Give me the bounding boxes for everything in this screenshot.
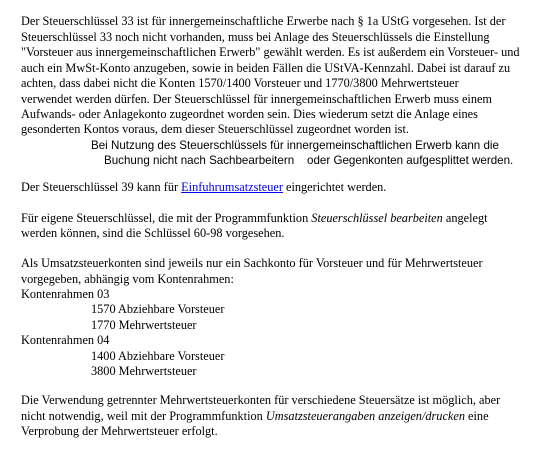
para1-line6: verwendet werden dürfen. Der Steuerschlüssel für innergemeinschaftlichen Erwerb muss einem [21,92,492,106]
para1-line8: gesonderten Kontos voraus, dem dieser Steuerschlüssel zugeordnet worden ist. [21,122,409,136]
para5-line2 [21,409,489,424]
einfuhrumsatzsteuer-link[interactable]: Einfuhrumsatzsteuer [181,180,283,194]
para1-line3: "Vorsteuer aus innergemeinschaftlichen Erwerb" gewählt werden. Es ist außerdem ein Vorsteuer- und [21,45,520,59]
para5-text-after: eine [464,409,489,423]
para1-line2: Steuerschlüssel 33 noch nicht vorhanden, muss bei Anlage des Steuerschlüssels die Einstellung [21,30,490,44]
para3-line1 [21,211,488,226]
para2-text-after: eingerichtet werden. [282,180,387,194]
note-line1: Bei Nutzung des Steuerschlüssels für innergemeinschaftlichen Erwerb kann die [91,139,499,152]
para2 [21,180,386,195]
kontenrahmen-04-mehrwertsteuer: 3800 Mehrwertsteuer [91,364,197,378]
para5-line3: Verprobung der Mehrwertsteuer erfolgt. [21,424,218,438]
para1-line4: auch ein MwSt-Konto anzugeben, sowie in beiden Fällen die UStVA-Kennzahl. Dabei ist darauf zu [21,61,511,75]
para1-line7: Aufwands- oder Anlagekonto zugeordnet worden sein. Dies wiederum setzt die Anlage eines [21,107,478,121]
para5-text-before: nicht notwendig, weil mit der Programmfunktion [21,409,266,423]
para3-text-after: angelegt [442,211,488,225]
para5-function-name: Umsatzsteuerangaben anzeigen/drucken [265,409,465,423]
para5-line1: Die Verwendung getrennter Mehrwertsteuerkonten für verschiedene Steuersätze ist möglich, aber [21,393,501,407]
para2-text-before: Der Steuerschlüssel 39 kann für [21,180,182,194]
para3-line2: werden können, sind die Schlüssel 60-98 vorgesehen. [21,226,285,240]
note-line2: Buchung nicht nach Sachbearbeitern oder Gegenkonten aufgesplittet werden. [104,154,514,167]
para4-line2: vorgegeben, abhängig vom Kontenrahmen: [21,272,234,286]
kontenrahmen-03-mehrwertsteuer: 1770 Mehrwertsteuer [91,318,197,332]
kontenrahmen-03-vorsteuer: 1570 Abziehbare Vorsteuer [91,302,225,316]
para1-line5: achten, dass dabei nicht die Konten 1570/1400 Vorsteuer und 1770/3800 Mehrwertsteuer [21,76,459,90]
kontenrahmen-03-label: Kontenrahmen 03 [21,287,110,301]
para1-line1: Der Steuerschlüssel 33 ist für innergemeinschaftliche Erwerbe nach § 1a UStG vorgesehen. Ist der [21,14,506,28]
para4-line1: Als Umsatzsteuerkonten sind jeweils nur ein Sachkonto für Vorsteuer und für Mehrwertsteuer [21,256,483,270]
kontenrahmen-04-label: Kontenrahmen 04 [21,333,110,347]
para3-function-name: Steuerschlüssel bearbeiten [311,211,443,225]
kontenrahmen-04-vorsteuer: 1400 Abziehbare Vorsteuer [91,349,225,363]
para3-text-before: Für eigene Steuerschlüssel, die mit der Programmfunktion [21,211,312,225]
